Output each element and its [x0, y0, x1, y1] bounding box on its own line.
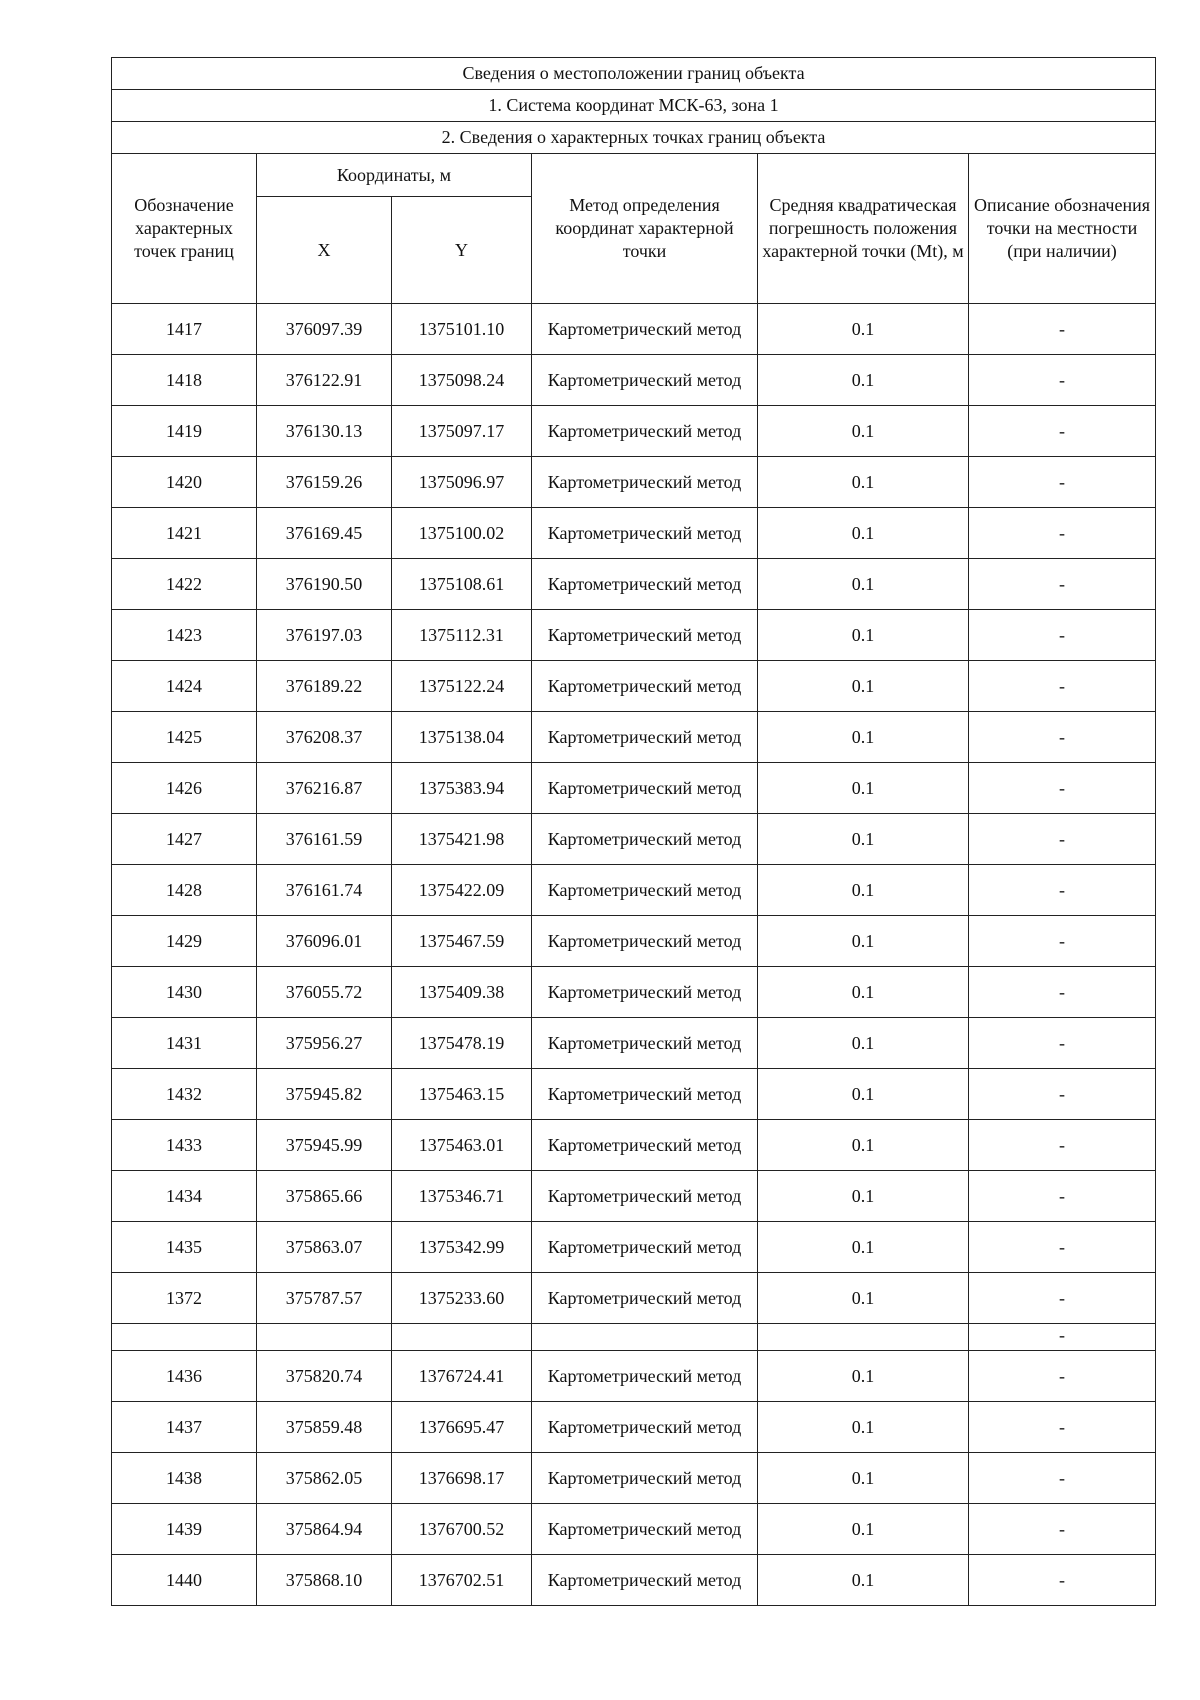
cell-method: Картометрический метод	[532, 916, 758, 967]
cell-x: 375865.66	[257, 1171, 392, 1222]
table-row	[112, 1018, 1156, 1069]
table-row	[112, 661, 1156, 712]
cell-y: 1375346.71	[392, 1171, 532, 1222]
header-point-designation: Обозначение характерных точек границ	[112, 154, 257, 304]
table-row	[112, 865, 1156, 916]
table-row	[112, 457, 1156, 508]
cell-method: Картометрический метод	[532, 1171, 758, 1222]
cell-x: 375945.82	[257, 1069, 392, 1120]
header-mean-error: Средняя квадратическая погрешность положения характерной точки (Mt), м	[758, 154, 969, 304]
cell-x: 376097.39	[257, 304, 392, 355]
header-coordinates: Координаты, м	[257, 154, 532, 197]
cell-point: 1437	[112, 1402, 257, 1453]
cell-y: 1375463.01	[392, 1120, 532, 1171]
cell-x: 375864.94	[257, 1504, 392, 1555]
header-description: Описание обозначения точки на местности (при наличии)	[969, 154, 1156, 304]
cell-error: 0.1	[758, 916, 969, 967]
cell-x: 376216.87	[257, 763, 392, 814]
cell-x: 376096.01	[257, 916, 392, 967]
points-section-title: 2. Сведения о характерных точках границ объекта	[112, 122, 1156, 154]
cell-point: 1424	[112, 661, 257, 712]
table-row	[112, 1402, 1156, 1453]
cell-y: 1376700.52	[392, 1504, 532, 1555]
cell-description: -	[969, 1018, 1156, 1069]
cell-description: -	[969, 865, 1156, 916]
table-row	[112, 1222, 1156, 1273]
cell-x: 376055.72	[257, 967, 392, 1018]
cell-description: -	[969, 1453, 1156, 1504]
cell-method: Картометрический метод	[532, 1555, 758, 1606]
cell-error: 0.1	[758, 1351, 969, 1402]
cell-point: 1422	[112, 559, 257, 610]
cell-method: Картометрический метод	[532, 1222, 758, 1273]
cell-error: 0.1	[758, 1504, 969, 1555]
table-row	[112, 1171, 1156, 1222]
cell-y: 1375467.59	[392, 916, 532, 967]
cell-error: 0.1	[758, 1402, 969, 1453]
cell-point: 1433	[112, 1120, 257, 1171]
cell-error: 0.1	[758, 610, 969, 661]
cell-description: -	[969, 559, 1156, 610]
cell-error: 0.1	[758, 763, 969, 814]
cell-y: 1375122.24	[392, 661, 532, 712]
cell-x: 376161.74	[257, 865, 392, 916]
cell-error: 0.1	[758, 865, 969, 916]
cell-description: -	[969, 1222, 1156, 1273]
cell-y: 1375422.09	[392, 865, 532, 916]
cell-description: -	[969, 1324, 1156, 1351]
cell-method: Картометрический метод	[532, 1120, 758, 1171]
cell-method: Картометрический метод	[532, 1018, 758, 1069]
cell-description: -	[969, 1273, 1156, 1324]
cell-method: Картометрический метод	[532, 814, 758, 865]
cell-point: 1419	[112, 406, 257, 457]
cell-point: 1436	[112, 1351, 257, 1402]
cell-x: 375820.74	[257, 1351, 392, 1402]
cell-point: 1423	[112, 610, 257, 661]
cell-description: -	[969, 508, 1156, 559]
table-row	[112, 1324, 1156, 1351]
cell-point: 1438	[112, 1453, 257, 1504]
cell-error: 0.1	[758, 712, 969, 763]
cell-point: 1421	[112, 508, 257, 559]
cell-description: -	[969, 1171, 1156, 1222]
table-row	[112, 406, 1156, 457]
cell-description: -	[969, 1120, 1156, 1171]
cell-method: Картометрический метод	[532, 355, 758, 406]
cell-method: Картометрический метод	[532, 610, 758, 661]
cell-description: -	[969, 712, 1156, 763]
cell-x	[257, 1324, 392, 1351]
cell-method: Картометрический метод	[532, 712, 758, 763]
cell-method: Картометрический метод	[532, 559, 758, 610]
cell-method: Картометрический метод	[532, 661, 758, 712]
cell-point: 1440	[112, 1555, 257, 1606]
cell-y: 1375463.15	[392, 1069, 532, 1120]
cell-x: 376190.50	[257, 559, 392, 610]
table-row	[112, 916, 1156, 967]
points-section-row	[112, 122, 1156, 154]
cell-error: 0.1	[758, 661, 969, 712]
header-method: Метод определения координат характерной точки	[532, 154, 758, 304]
table-row	[112, 559, 1156, 610]
cell-y: 1375421.98	[392, 814, 532, 865]
cell-point: 1432	[112, 1069, 257, 1120]
cell-point: 1439	[112, 1504, 257, 1555]
cell-description: -	[969, 814, 1156, 865]
cell-point: 1429	[112, 916, 257, 967]
cell-x: 376189.22	[257, 661, 392, 712]
cell-point: 1418	[112, 355, 257, 406]
cell-error: 0.1	[758, 559, 969, 610]
cell-point: 1430	[112, 967, 257, 1018]
cell-point: 1431	[112, 1018, 257, 1069]
cell-error: 0.1	[758, 304, 969, 355]
cell-x: 375787.57	[257, 1273, 392, 1324]
cell-point: 1372	[112, 1273, 257, 1324]
cell-error: 0.1	[758, 1453, 969, 1504]
cell-method: Картометрический метод	[532, 865, 758, 916]
cell-description: -	[969, 916, 1156, 967]
cell-error: 0.1	[758, 406, 969, 457]
cell-x: 376122.91	[257, 355, 392, 406]
cell-x: 375859.48	[257, 1402, 392, 1453]
cell-error: 0.1	[758, 1069, 969, 1120]
cell-y: 1375342.99	[392, 1222, 532, 1273]
cell-point: 1427	[112, 814, 257, 865]
cell-point: 1428	[112, 865, 257, 916]
cell-method: Картометрический метод	[532, 508, 758, 559]
table-row	[112, 763, 1156, 814]
coordinate-system-title: 1. Система координат МСК-63, зона 1	[112, 90, 1156, 122]
cell-error: 0.1	[758, 1171, 969, 1222]
cell-error: 0.1	[758, 1120, 969, 1171]
coordinate-system-row	[112, 90, 1156, 122]
cell-method: Картометрический метод	[532, 763, 758, 814]
table-row	[112, 1453, 1156, 1504]
cell-error: 0.1	[758, 457, 969, 508]
cell-error: 0.1	[758, 508, 969, 559]
cell-method: Картометрический метод	[532, 1504, 758, 1555]
cell-error: 0.1	[758, 355, 969, 406]
cell-description: -	[969, 763, 1156, 814]
cell-point: 1417	[112, 304, 257, 355]
cell-method: Картометрический метод	[532, 457, 758, 508]
header-row-1	[112, 154, 1156, 197]
header-x: X	[257, 197, 392, 304]
cell-x: 375862.05	[257, 1453, 392, 1504]
cell-x: 376169.45	[257, 508, 392, 559]
cell-x: 376161.59	[257, 814, 392, 865]
table-row	[112, 610, 1156, 661]
cell-description: -	[969, 406, 1156, 457]
cell-description: -	[969, 457, 1156, 508]
cell-y	[392, 1324, 532, 1351]
cell-method: Картометрический метод	[532, 1351, 758, 1402]
cell-point: 1434	[112, 1171, 257, 1222]
cell-y: 1375108.61	[392, 559, 532, 610]
table-row	[112, 508, 1156, 559]
table-row	[112, 1120, 1156, 1171]
table-row	[112, 1555, 1156, 1606]
cell-error: 0.1	[758, 1222, 969, 1273]
cell-point: 1435	[112, 1222, 257, 1273]
cell-y: 1375101.10	[392, 304, 532, 355]
header-y: Y	[392, 197, 532, 304]
boundary-points-table	[111, 57, 1156, 1606]
cell-x: 375868.10	[257, 1555, 392, 1606]
cell-method: Картометрический метод	[532, 1402, 758, 1453]
table-row	[112, 1273, 1156, 1324]
cell-point: 1420	[112, 457, 257, 508]
cell-y: 1375096.97	[392, 457, 532, 508]
cell-error: 0.1	[758, 967, 969, 1018]
cell-x: 376197.03	[257, 610, 392, 661]
cell-method: Картометрический метод	[532, 406, 758, 457]
cell-x: 376208.37	[257, 712, 392, 763]
cell-description: -	[969, 1555, 1156, 1606]
cell-description: -	[969, 1351, 1156, 1402]
cell-error: 0.1	[758, 1555, 969, 1606]
table-row	[112, 814, 1156, 865]
cell-error: 0.1	[758, 1273, 969, 1324]
cell-y: 1376695.47	[392, 1402, 532, 1453]
title-row	[112, 58, 1156, 90]
table-row	[112, 1504, 1156, 1555]
cell-description: -	[969, 304, 1156, 355]
cell-method: Картометрический метод	[532, 1273, 758, 1324]
cell-y: 1376698.17	[392, 1453, 532, 1504]
cell-description: -	[969, 1504, 1156, 1555]
table-row	[112, 967, 1156, 1018]
cell-point: 1426	[112, 763, 257, 814]
cell-y: 1375138.04	[392, 712, 532, 763]
cell-y: 1375409.38	[392, 967, 532, 1018]
table-row	[112, 712, 1156, 763]
cell-x: 376130.13	[257, 406, 392, 457]
cell-method: Картометрический метод	[532, 1453, 758, 1504]
table-row	[112, 304, 1156, 355]
cell-point	[112, 1324, 257, 1351]
cell-x: 375945.99	[257, 1120, 392, 1171]
cell-y: 1375098.24	[392, 355, 532, 406]
cell-y: 1375383.94	[392, 763, 532, 814]
cell-method	[532, 1324, 758, 1351]
table-row	[112, 1069, 1156, 1120]
cell-y: 1376724.41	[392, 1351, 532, 1402]
cell-description: -	[969, 610, 1156, 661]
table-body	[112, 58, 1156, 1606]
cell-y: 1375478.19	[392, 1018, 532, 1069]
cell-method: Картометрический метод	[532, 967, 758, 1018]
table-row	[112, 1351, 1156, 1402]
cell-error	[758, 1324, 969, 1351]
cell-y: 1375100.02	[392, 508, 532, 559]
cell-description: -	[969, 661, 1156, 712]
cell-description: -	[969, 967, 1156, 1018]
cell-y: 1375097.17	[392, 406, 532, 457]
cell-point: 1425	[112, 712, 257, 763]
table-title: Сведения о местоположении границ объекта	[112, 58, 1156, 90]
cell-method: Картометрический метод	[532, 1069, 758, 1120]
cell-error: 0.1	[758, 814, 969, 865]
cell-description: -	[969, 355, 1156, 406]
cell-method: Картометрический метод	[532, 304, 758, 355]
cell-x: 375956.27	[257, 1018, 392, 1069]
cell-x: 375863.07	[257, 1222, 392, 1273]
cell-x: 376159.26	[257, 457, 392, 508]
cell-error: 0.1	[758, 1018, 969, 1069]
cell-y: 1375112.31	[392, 610, 532, 661]
cell-description: -	[969, 1402, 1156, 1453]
table-row	[112, 355, 1156, 406]
cell-y: 1375233.60	[392, 1273, 532, 1324]
cell-y: 1376702.51	[392, 1555, 532, 1606]
cell-description: -	[969, 1069, 1156, 1120]
